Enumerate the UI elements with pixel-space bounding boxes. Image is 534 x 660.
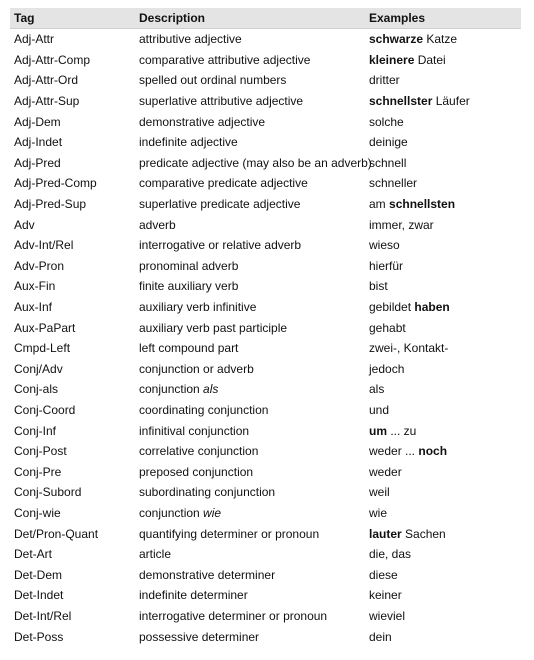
tag-cell: Conj/Adv bbox=[14, 361, 63, 376]
tag-cell: Adv-Pron bbox=[14, 258, 65, 273]
description-text-segment: left compound part bbox=[139, 341, 239, 356]
table-row bbox=[10, 194, 521, 215]
example-cell bbox=[365, 626, 521, 647]
tag-cell: Adj-Attr-Comp bbox=[14, 52, 91, 67]
example-text-segment: schneller bbox=[369, 176, 418, 191]
example-text-segment: dein bbox=[369, 629, 392, 644]
tag-table bbox=[10, 8, 521, 647]
description-cell bbox=[135, 441, 365, 462]
table-row bbox=[10, 523, 521, 544]
description-text-segment: comparative predicate adjective bbox=[139, 176, 308, 191]
description-cell bbox=[135, 544, 365, 565]
example-text-segment: jedoch bbox=[369, 361, 405, 376]
tag-cell: Det-Int/Rel bbox=[14, 608, 72, 623]
example-cell bbox=[365, 482, 521, 503]
example-text-segment: schnell bbox=[369, 155, 407, 170]
table-row bbox=[10, 379, 521, 400]
description-cell bbox=[135, 317, 365, 338]
table-row bbox=[10, 70, 521, 91]
example-cell bbox=[365, 214, 521, 235]
tag-cell: Adj-Pred-Comp bbox=[14, 176, 97, 191]
table-header bbox=[10, 8, 521, 29]
example-cell bbox=[365, 276, 521, 297]
tag-cell: Conj-Coord bbox=[14, 402, 76, 417]
description-cell bbox=[135, 153, 372, 174]
example-text-segment: Läufer bbox=[432, 94, 470, 109]
tag-cell: Adj-Attr-Sup bbox=[14, 94, 80, 109]
example-text-segment: weder bbox=[369, 464, 402, 479]
example-text-segment: wie bbox=[369, 505, 388, 520]
description-cell bbox=[135, 214, 365, 235]
table-row bbox=[10, 544, 521, 565]
table-row bbox=[10, 503, 521, 524]
description-text-segment: predicate adjective (may also be an adverb) bbox=[139, 155, 372, 170]
tag-cell: Adj-Indet bbox=[14, 135, 63, 150]
example-cell bbox=[365, 441, 521, 462]
example-text-segment: bist bbox=[369, 279, 388, 294]
table-row bbox=[10, 606, 521, 627]
example-cell bbox=[365, 317, 521, 338]
description-cell bbox=[135, 194, 365, 215]
description-text-segment: conjunction bbox=[139, 382, 204, 397]
description-text-segment: spelled out ordinal numbers bbox=[139, 73, 287, 88]
description-text-segment: conjunction bbox=[139, 505, 204, 520]
table-row bbox=[10, 173, 521, 194]
description-cell bbox=[135, 111, 365, 132]
tag-cell: Det-Dem bbox=[14, 567, 63, 582]
description-cell bbox=[135, 585, 365, 606]
example-text-segment: schnellsten bbox=[389, 197, 456, 212]
example-cell bbox=[365, 132, 521, 153]
table-row bbox=[10, 297, 521, 318]
tag-cell: Adj-Attr bbox=[14, 32, 55, 47]
example-text-segment: wieso bbox=[369, 238, 400, 253]
example-text-segment: um bbox=[369, 423, 387, 438]
header-description: Description bbox=[135, 8, 365, 29]
tag-cell: Det/Pron-Quant bbox=[14, 526, 99, 541]
header-examples: Examples bbox=[365, 8, 521, 29]
tag-cell: Adj-Dem bbox=[14, 114, 61, 129]
table-row bbox=[10, 153, 521, 174]
example-text-segment: deinige bbox=[369, 135, 408, 150]
table-row bbox=[10, 585, 521, 606]
table-row bbox=[10, 461, 521, 482]
table-body bbox=[10, 29, 521, 647]
example-text-segment: zwei-, Kontakt- bbox=[369, 341, 449, 356]
example-cell bbox=[365, 297, 521, 318]
example-cell bbox=[365, 400, 521, 421]
example-text-segment: weder ... bbox=[369, 444, 419, 459]
description-cell bbox=[135, 626, 365, 647]
header-row bbox=[10, 8, 521, 29]
example-text-segment: haben bbox=[414, 300, 450, 315]
description-text-segment: als bbox=[203, 382, 219, 397]
tag-cell: Conj-Pre bbox=[14, 464, 62, 479]
table-row bbox=[10, 441, 521, 462]
tag-cell: Det-Indet bbox=[14, 588, 64, 603]
tag-cell: Conj-wie bbox=[14, 505, 61, 520]
example-text-segment: und bbox=[369, 402, 390, 417]
description-cell bbox=[135, 297, 365, 318]
table-row bbox=[10, 564, 521, 585]
table-row bbox=[10, 91, 521, 112]
description-cell bbox=[135, 564, 365, 585]
example-text-segment: Katze bbox=[423, 32, 458, 47]
description-text-segment: quantifying determiner or pronoun bbox=[139, 526, 320, 541]
example-cell bbox=[365, 235, 521, 256]
description-cell bbox=[135, 606, 365, 627]
description-text-segment: demonstrative adjective bbox=[139, 114, 266, 129]
description-cell bbox=[135, 338, 365, 359]
description-text-segment: possessive determiner bbox=[139, 629, 260, 644]
description-text-segment: comparative attributive adjective bbox=[139, 52, 311, 67]
example-text-segment: gehabt bbox=[369, 320, 406, 335]
example-text-segment: keiner bbox=[369, 588, 402, 603]
table-row bbox=[10, 400, 521, 421]
example-cell bbox=[365, 153, 521, 174]
example-cell bbox=[365, 379, 521, 400]
description-text-segment: wie bbox=[203, 505, 222, 520]
tag-cell: Adj-Attr-Ord bbox=[14, 73, 79, 88]
example-text-segment: dritter bbox=[369, 73, 400, 88]
table-row bbox=[10, 132, 521, 153]
table-row bbox=[10, 338, 521, 359]
tag-cell: Conj-Post bbox=[14, 444, 67, 459]
example-cell bbox=[365, 359, 521, 380]
example-cell bbox=[365, 256, 521, 277]
tag-cell: Aux-Inf bbox=[14, 300, 53, 315]
table-row bbox=[10, 359, 521, 380]
description-text-segment: infinitival conjunction bbox=[139, 423, 250, 438]
example-text-segment: Sachen bbox=[401, 526, 446, 541]
example-text-segment: als bbox=[369, 382, 385, 397]
description-cell bbox=[135, 91, 365, 112]
example-cell bbox=[365, 420, 521, 441]
tag-cell: Adj-Pred bbox=[14, 155, 61, 170]
example-text-segment: gebildet bbox=[369, 300, 415, 315]
example-cell bbox=[365, 585, 521, 606]
description-text-segment: interrogative determiner or pronoun bbox=[139, 608, 328, 623]
example-text-segment: ... zu bbox=[387, 423, 417, 438]
example-text-segment: am bbox=[369, 197, 390, 212]
example-text-segment: wieviel bbox=[369, 608, 406, 623]
description-text-segment: article bbox=[139, 547, 172, 562]
description-cell bbox=[135, 235, 365, 256]
description-text-segment: demonstrative determiner bbox=[139, 567, 276, 582]
table-row bbox=[10, 256, 521, 277]
description-cell bbox=[135, 173, 365, 194]
example-text-segment: solche bbox=[369, 114, 404, 129]
description-cell bbox=[135, 70, 365, 91]
example-cell bbox=[365, 50, 521, 71]
example-text-segment: immer, zwar bbox=[369, 217, 434, 232]
example-cell bbox=[365, 503, 521, 524]
tag-cell: Conj-Inf bbox=[14, 423, 57, 438]
table-row bbox=[10, 626, 521, 647]
tag-cell: Aux-PaPart bbox=[14, 320, 76, 335]
example-text-segment: die, das bbox=[369, 547, 412, 562]
description-cell bbox=[135, 503, 365, 524]
description-text-segment: correlative conjunction bbox=[139, 444, 259, 459]
example-cell bbox=[365, 29, 521, 50]
tag-cell: Cmpd-Left bbox=[14, 341, 71, 356]
description-cell bbox=[135, 359, 365, 380]
example-text-segment: kleinere bbox=[369, 52, 415, 67]
description-cell bbox=[135, 420, 365, 441]
table-row bbox=[10, 50, 521, 71]
description-text-segment: pronominal adverb bbox=[139, 258, 239, 273]
tag-cell: Conj-als bbox=[14, 382, 59, 397]
description-text-segment: adverb bbox=[139, 217, 176, 232]
example-text-segment: lauter bbox=[369, 526, 402, 541]
tag-cell: Adj-Pred-Sup bbox=[14, 197, 87, 212]
description-cell bbox=[135, 256, 365, 277]
description-cell bbox=[135, 50, 365, 71]
description-cell bbox=[135, 379, 365, 400]
description-text-segment: auxiliary verb infinitive bbox=[139, 300, 257, 315]
description-cell bbox=[135, 482, 365, 503]
description-cell bbox=[135, 132, 365, 153]
description-cell bbox=[135, 461, 365, 482]
example-cell bbox=[365, 338, 521, 359]
example-text-segment: Datei bbox=[414, 52, 446, 67]
description-text-segment: conjunction or adverb bbox=[139, 361, 254, 376]
table-row bbox=[10, 29, 521, 50]
description-text-segment: attributive adjective bbox=[139, 32, 242, 47]
example-text-segment: noch bbox=[418, 444, 448, 459]
tag-cell: Det-Poss bbox=[14, 629, 64, 644]
example-cell bbox=[365, 523, 521, 544]
tag-cell: Det-Art bbox=[14, 547, 53, 562]
tag-cell: Adv bbox=[14, 217, 35, 232]
example-text-segment: hierfür bbox=[369, 258, 404, 273]
description-text-segment: auxiliary verb past participle bbox=[139, 320, 288, 335]
description-cell bbox=[135, 400, 365, 421]
example-cell bbox=[365, 173, 521, 194]
table-row bbox=[10, 317, 521, 338]
tag-cell: Adv-Int/Rel bbox=[14, 238, 74, 253]
table-row bbox=[10, 420, 521, 441]
table-row bbox=[10, 235, 521, 256]
example-cell bbox=[365, 111, 521, 132]
description-text-segment: coordinating conjunction bbox=[139, 402, 269, 417]
example-text-segment: weil bbox=[369, 485, 390, 500]
table-row bbox=[10, 214, 521, 235]
description-text-segment: finite auxiliary verb bbox=[139, 279, 239, 294]
example-cell bbox=[365, 461, 521, 482]
description-cell bbox=[135, 523, 365, 544]
description-cell bbox=[135, 276, 365, 297]
description-text-segment: superlative attributive adjective bbox=[139, 94, 304, 109]
description-text-segment: indefinite adjective bbox=[139, 135, 238, 150]
example-cell bbox=[365, 91, 521, 112]
example-cell bbox=[365, 606, 521, 627]
header-tag: Tag bbox=[10, 8, 135, 29]
example-text-segment: schwarze bbox=[369, 32, 424, 47]
description-text-segment: subordinating conjunction bbox=[139, 485, 276, 500]
description-text-segment: indefinite determiner bbox=[139, 588, 248, 603]
table-row bbox=[10, 482, 521, 503]
description-cell bbox=[135, 29, 365, 50]
table-row bbox=[10, 111, 521, 132]
example-cell bbox=[365, 70, 521, 91]
example-text-segment: diese bbox=[369, 567, 398, 582]
tag-cell: Conj-Subord bbox=[14, 485, 82, 500]
example-cell bbox=[365, 564, 521, 585]
tag-cell: Aux-Fin bbox=[14, 279, 56, 294]
example-cell bbox=[365, 544, 521, 565]
table-row bbox=[10, 276, 521, 297]
example-cell bbox=[365, 194, 521, 215]
example-text-segment: schnellster bbox=[369, 94, 433, 109]
description-text-segment: interrogative or relative adverb bbox=[139, 238, 302, 253]
description-text-segment: superlative predicate adjective bbox=[139, 197, 301, 212]
description-text-segment: preposed conjunction bbox=[139, 464, 254, 479]
